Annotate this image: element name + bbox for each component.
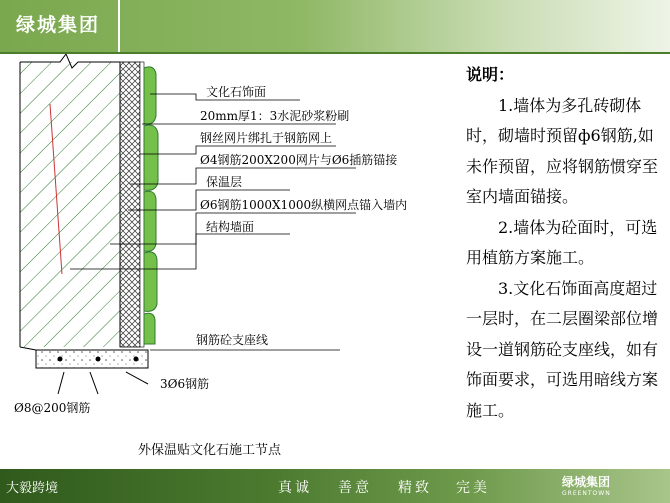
insulation-layer: [120, 62, 144, 347]
label-rebar-mesh: Ø4钢筋200X200网片与Ø6插筋锚接: [200, 153, 398, 167]
slogan-item: 完美: [456, 480, 490, 496]
label-plaster: 20mm厚1：3水泥砂浆粉刷: [200, 109, 350, 123]
logo-text: 绿城集团: [562, 475, 611, 489]
structural-wall: [20, 54, 120, 347]
construction-detail-drawing: [0, 54, 460, 439]
concrete-support: [20, 347, 148, 394]
label-stone-facing: 文化石饰面: [206, 85, 267, 99]
cultured-stone-facing: [144, 67, 158, 344]
label-stirrup: Ø8@200钢筋: [14, 401, 91, 415]
header-bar: [0, 0, 670, 52]
label-wall-face: 结构墙面: [206, 220, 255, 234]
label-rebar-3phi6: 3Ø6钢筋: [160, 377, 210, 391]
footer-watermark: 大毅跨境: [6, 481, 59, 496]
note-item: 1.墙体为多孔砖砌体时，砌墙时预留ф6钢筋,如未作预留，应将钢筋惯穿至室内墙面锚接。: [466, 95, 659, 206]
greentown-logo: [562, 473, 611, 497]
label-insulation: 保温层: [206, 175, 243, 189]
label-wire-mesh: 钢丝网片绑扎于钢筋网上: [200, 131, 333, 145]
slogan-item: 精致: [398, 480, 432, 496]
footer-bar: [0, 469, 670, 503]
slogan-item: 真诚: [278, 480, 312, 496]
drawing-caption: 外保温贴文化石施工节点: [138, 443, 282, 458]
label-support-line: 钢筋砼支座线: [196, 333, 269, 347]
note-item: 2.墙体为砼面时，可选用植筋方案施工。: [466, 217, 658, 267]
header-divider: [118, 0, 120, 52]
notes-title: 说明：: [466, 65, 515, 84]
logo-subtext: GREENTOWN: [562, 490, 611, 497]
label-anchor-rebar: Ø6钢筋1000X1000纵横网点锚入墙内: [200, 198, 408, 212]
notes-panel: [466, 60, 666, 426]
brand-title: 绿城集团: [16, 14, 101, 36]
note-item: 3.文化石饰面高度超过一层时，在二层圈梁部位增设一道钢筋砼支座线，如有饰面要求，可选用暗线方案施工。: [466, 278, 659, 420]
slogan-item: 善意: [338, 480, 372, 496]
